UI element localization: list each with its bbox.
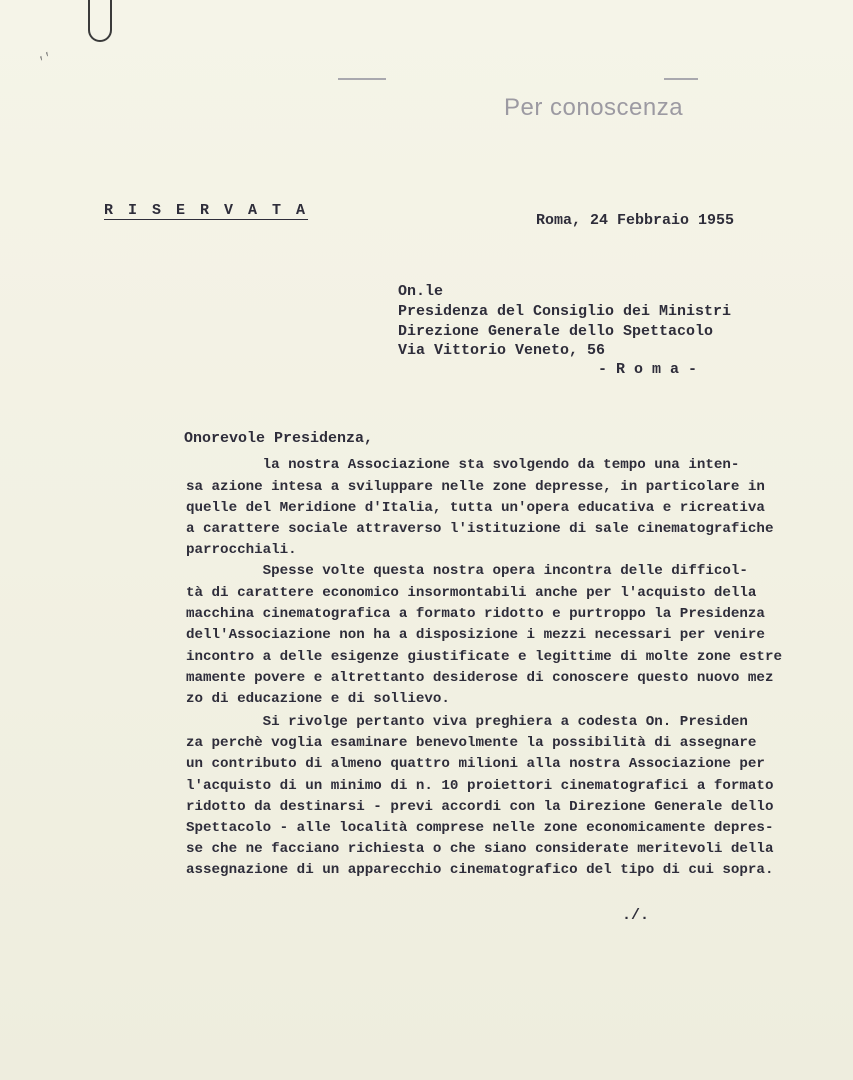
body-line: la nostra Associazione sta svolgendo da tempo una inten-: [186, 457, 740, 473]
body-line: macchina cinematografica a formato ridotto e purtroppo la Presidenza: [186, 606, 765, 622]
ink-speck: ,,: [33, 43, 54, 63]
salutation: Onorevole Presidenza,: [184, 430, 374, 447]
body-line: a carattere sociale attraverso l'istituzione di sale cinematografiche: [186, 521, 774, 537]
body-line: Spesse volte questa nostra opera incontra delle difficol-: [186, 563, 748, 579]
addressee-line: Direzione Generale dello Spettacolo: [398, 323, 714, 340]
body-line: un contributo di almeno quattro milioni alla nostra Associazione per: [186, 756, 765, 772]
body-line: ridotto da destinarsi - previ accordi con la Direzione Generale dello: [186, 799, 774, 815]
body-line: quelle del Meridione d'Italia, tutta un'opera educativa e ricreativa: [186, 500, 765, 516]
body-line: Si rivolge pertanto viva preghiera a codesta On. Presiden: [186, 714, 748, 730]
paperclip-mark: [88, 0, 112, 42]
letter-date: Roma, 24 Febbraio 1955: [536, 212, 735, 229]
classification-heading: R I S E R V A T A: [104, 202, 309, 219]
addressee-line: Via Vittorio Veneto, 56: [398, 342, 606, 359]
body-line: zo di educazione e di sollievo.: [186, 691, 450, 707]
smudge-mark: [664, 78, 698, 80]
body-line: l'acquisto di un minimo di n. 10 proiettori cinematografici a formato: [186, 778, 774, 794]
body-line: se che ne facciano richiesta o che siano considerate meritevoli della: [186, 841, 774, 857]
body-line: tà di carattere economico insormontabili anche per l'acquisto della: [186, 585, 757, 601]
body-line: dell'Associazione non ha a disposizione i mezzi necessari per venire: [186, 627, 765, 643]
addressee-city: - R o m a -: [598, 361, 698, 378]
addressee-line: On.le: [398, 283, 444, 300]
addressee-line: Presidenza del Consiglio dei Ministri: [398, 303, 732, 320]
per-conoscenza-stamp: Per conoscenza: [504, 94, 684, 121]
body-line: incontro a delle esigenze giustificate e legittime di molte zone estre: [186, 649, 782, 665]
body-line: za perchè voglia esaminare benevolmente la possibilità di assegnare: [186, 735, 757, 751]
body-line: mamente povere e altrettanto desiderose di conoscere questo nuovo mez: [186, 670, 774, 686]
smudge-mark: [338, 78, 386, 80]
body-line: assegnazione di un apparecchio cinematografico del tipo di cui sopra.: [186, 862, 774, 878]
body-line: Spettacolo - alle località comprese nelle zone economicamente depres-: [186, 820, 774, 836]
body-line: sa azione intesa a sviluppare nelle zone depresse, in particolare in: [186, 479, 765, 495]
body-line: parrocchiali.: [186, 542, 297, 558]
continuation-mark: ./.: [622, 907, 650, 924]
